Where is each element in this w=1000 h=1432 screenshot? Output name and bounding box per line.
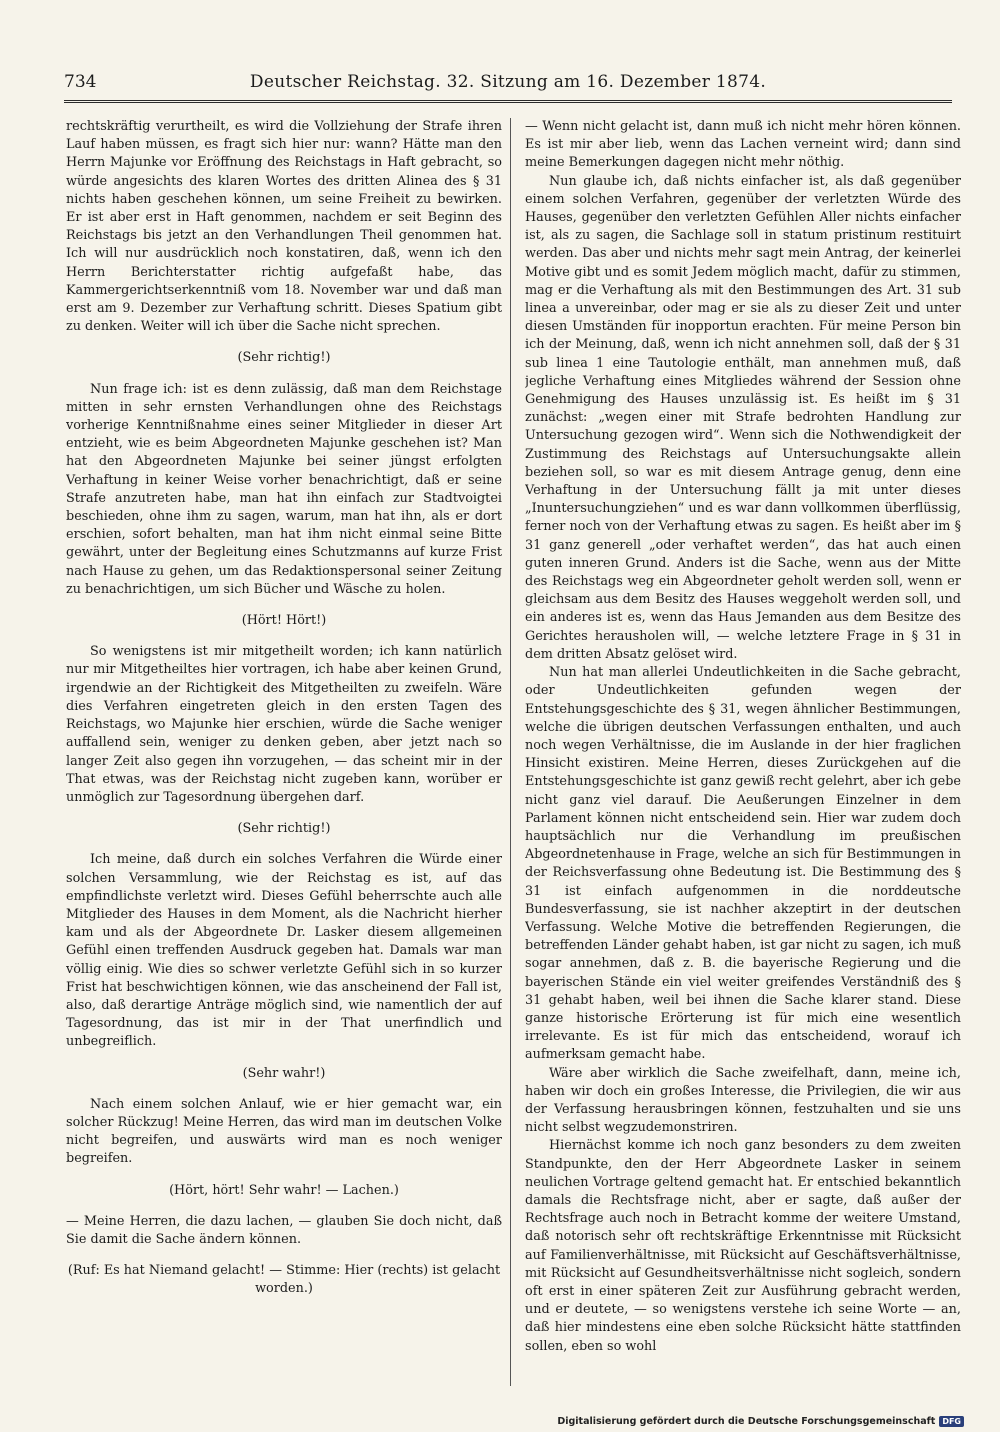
right-column — [525, 118, 961, 1386]
footer-text: Digitalisierung gefördert durch die Deutsche Forschungsgemeinschaft — [557, 1416, 936, 1427]
page-number: 734 — [64, 72, 97, 92]
column-divider — [510, 118, 511, 1386]
page-header — [64, 72, 952, 98]
paragraph: Nach einem solchen Anlauf, wie er hier gemacht war, ein solcher Rückzug! Meine Herren, das wird man im deutschen Volke nicht begreifen, und auswärts wird man es noch weniger begreifen. — [66, 1096, 502, 1167]
running-title: Deutscher Reichstag. 32. Sitzung am 16. Dezember 1874. — [249, 72, 767, 92]
paragraph: Nun frage ich: ist es denn zulässig, daß man dem Reichstage mitten in sehr ernsten Verhandlungen ohne des Reichstags vorherige Kenntnißnahme eines seiner Mitglieder in dieser Art entzieht, wie es beim Abgeordneten Majunke geschehen ist? Man hat den Abgeordneten Majunke bei seiner jüngst erfolgten Verhaftung in keiner Weise vorher benachrichtigt, daß er seine Strafe anzutreten habe, man hat ihn einfach zur Stadtvoigtei beschieden, ohne ihm zu sagen, warum, man hat ihn, als er dort erschien, sofort behalten, man hat ihm nicht einmal seine Bitte gewährt, unter der Begleitung eines Schutzmanns auf kurze Frist nach Hause zu gehen, um das Redaktionspersonal seiner Zeitung zu benachrichtigen, um sich Bücher und Wäsche zu holen. — [66, 381, 502, 597]
interjection: (Sehr wahr!) — [242, 1065, 326, 1081]
paragraph: So wenigstens ist mir mitgetheilt worden; ich kann natürlich nur mir Mitgetheiltes hier vortragen, ich habe aber keinen Grund, irgendwie an der Richtigkeit des Mitgetheilten zu zweifeln. Wäre dies Verfahren eingetreten gleich in den ersten Tagen des Reichstags, wo Majunke hier erschien, würde die Sache weniger auffallend sein, weniger zu denken geben, aber jetzt nach so langer Zeit also gegen ihn vorzugehen, — das scheint mir in der That etwas, was der Reichstag nicht zugeben kann, worüber er unmöglich zur Tagesordnung übergehen darf. — [66, 644, 502, 805]
paragraph: Ich meine, daß durch ein solches Verfahren die Würde einer solchen Versammlung, wie der Reichstag es ist, auf das empfindlichste verletzt wird. Dieses Gefühl beherrschte auch alle Mitglieder des Hauses in dem Moment, als die Nachricht hierher kam und als der Abgeordnete Dr. Lasker diesem allgemeinen Gefühl einen treffenden Ausdruck gegeben hat. Damals war man völlig einig. Wie dies so schwer verletzte Gefühl sich in so kurzer Frist hat beschwichtigen können, wie das anscheinend der Fall ist, also, daß derartige Anträge möglich sind, wie namentlich der auf Tagesordnung, das ist mir in der That unerfindlich und unbegreiflich. — [66, 852, 502, 1050]
header-rule — [64, 100, 952, 103]
paragraph: Wäre aber wirklich die Sache zweifelhaft, dann, meine ich, haben wir doch ein großes Interesse, die Privilegien, die wir aus der Verfassung herausbringen können, festzuhalten und sie uns nicht selbst wegzudemonstriren. — [525, 1065, 961, 1136]
interjection: (Hört, hört! Sehr wahr! — Lachen.) — [169, 1182, 399, 1198]
paragraph: — Wenn nicht gelacht ist, dann muß ich nicht mehr hören können. Es ist mir aber lieb, wenn das Lachen verneint wird; dann sind meine Bemerkungen dagegen nicht mehr nöthig. — [525, 119, 961, 171]
left-column — [66, 118, 502, 1386]
interjection: (Sehr richtig!) — [237, 821, 331, 837]
paragraph: Hiernächst komme ich noch ganz besonders zu dem zweiten Standpunkte, den der Herr Abgeordnete Lasker in seinem neulichen Vortrage geltend gemacht hat. Er entschied bekanntlich damals die Rechtsfrage nicht, aber er sagte, daß außer der Rechtsfrage auch noch in Betracht komme der weitere Umstand, daß notorisch sehr oft rechtskräftige Erkenntnisse mit Rücksicht auf Familienverhältnisse, mit Rücksicht auf Geschäftsverhältnisse, mit Rücksicht auf Gesundheitsverhältnisse nicht sogleich, sondern oft erst in einer späteren Zeit zur Ausführung gebracht werden, und er deutete, — so wenigstens verstehe ich seine Worte — an, daß hier mindestens eine eben solche Rücksicht hätte stattfinden sollen, eben so wohl — [525, 1138, 961, 1354]
paragraph: rechtskräftig verurtheilt, es wird die Vollziehung der Strafe ihren Lauf haben müssen, es fragt sich hier nur: wann? Hätte man den Herrn Majunke vor Eröffnung des Reichstags in Haft gebracht, so würde angesichts des klaren Wortes des dritten Alinea des § 31 nichts haben geschehen können, um seine Freiheit zu bewirken. Er ist aber erst in Haft genommen, nachdem er seit Beginn des Reichstags bis jetzt an den Verhandlungen Theil genommen hat. Ich will nur ausdrücklich noch konstatiren, daß, wenn ich den Herrn Berichterstatter richtig aufgefaßt habe, das Kammergerichtserkenntniß vom 18. November war und daß man erst am 9. Dezember zur Verhaftung schritt. Dieses Spatium gibt zu denken. Weiter will ich über die Sache nicht sprechen. — [66, 119, 502, 335]
paragraph: Nun glaube ich, daß nichts einfacher ist, als daß gegenüber einem solchen Verfahren, gegenüber der verletzten Würde des Hauses, gegenüber den verletzten Gefühlen Aller nichts einfacher ist, als zu sagen, die Sachlage soll in statum pristinum restituirt werden. Das aber und nichts mehr sagt mein Antrag, der keinerlei Motive gibt und es somit Jedem möglich macht, dafür zu stimmen, mag er die Verhaftung als mit den Bestimmungen des Art. 31 sub linea a unvereinbar, oder mag er sie als zu dieser Zeit und unter diesen Umständen für inopportun erachten. Für meine Person bin ich der Meinung, daß, wenn ich nicht annehmen soll, daß der § 31 sub linea 1 eine Tautologie enthält, man annehmen muß, daß jegliche Verhaftung eines Mitgliedes während der Session ohne Genehmigung des Hauses unzulässig ist. Es heißt im § 31 zunächst: „wegen einer mit Strafe bedrohten Handlung zur Untersuchung gezogen wird“. Wenn sich die Nothwendigkeit der Zustimmung des Reichstags auf Untersuchungsakte allein beziehen soll, so war es mit diesem Antrage genug, denn eine Verhaftung in der Untersuchung fällt ja mit unter dieses „Inuntersuchungziehen“ und es war dann vollkommen überflüssig, ferner noch von der Verhaftung etwas zu sagen. Es heißt aber im § 31 ganz generell „oder verhaftet werden“, das hat auch einen guten inneren Grund. Anders ist die Sache, wenn aus der Mitte des Reichstags weg ein Abgeordneter geholt werden soll, wenn er gleichsam aus dem Besitz des Hauses weggeholt werden soll, und ein anderes ist es, wenn das Haus Jemanden aus dem Besitze des Gerichtes herausholen will, — welche letztere Frage in § 31 in dem dritten Absatz gelöset wird. — [525, 173, 961, 662]
interjection: (Ruf: Es hat Niemand gelacht! — Stimme: Hier (rechts) ist gelacht worden.) — [67, 1263, 501, 1297]
paragraph: — Meine Herren, die dazu lachen, — glauben Sie doch nicht, daß Sie damit die Sache ändern können. — [66, 1213, 502, 1247]
paragraph: Nun hat man allerlei Undeutlichkeiten in die Sache gebracht, oder Undeutlichkeiten gefunden wegen der Entstehungsgeschichte des § 31, wegen ähnlicher Bestimmungen, welche die übrigen deutschen Verfassungen enthalten, und auch noch wegen Verhältnisse, die im Auslande in der hier fraglichen Hinsicht existiren. Meine Herren, dieses Zurückgehen auf die Entstehungsgeschichte ist ganz gewiß recht gelehrt, aber ich gebe nicht ganz viel darauf. Die Aeußerungen Einzelner in dem Parlament können nicht entscheidend sein. Hier war zudem doch hauptsächlich nur die Verhandlung im preußischen Abgeordnetenhause in Frage, welche an sich für Bestimmungen in der Reichsverfassung ohne Bedeutung ist. Die Bestimmung des § 31 ist einfach aufgenommen in die norddeutsche Bundesverfassung, sie ist nachher akzeptirt in der deutschen Verfassung. Welche Motive die betreffenden Regierungen, die betreffenden Länder gehabt haben, ist gar nicht zu sagen, ich muß sogar annehmen, daß z. B. die bayerische Regierung und die bayerischen Stände ein viel weiter greifendes Verständniß des § 31 gehabt haben, weil bei ihnen die Sache klarer stand. Diese ganze historische Erörterung ist für mich eine wesentlich irrelevante. Es ist für mich das entscheidend, worauf ich aufmerksam gemacht habe. — [525, 665, 961, 1063]
dfg-logo: DFG — [939, 1416, 964, 1427]
interjection: (Sehr richtig!) — [237, 350, 331, 366]
interjection: (Hört! Hört!) — [241, 613, 327, 629]
footer-credit — [557, 1416, 964, 1427]
